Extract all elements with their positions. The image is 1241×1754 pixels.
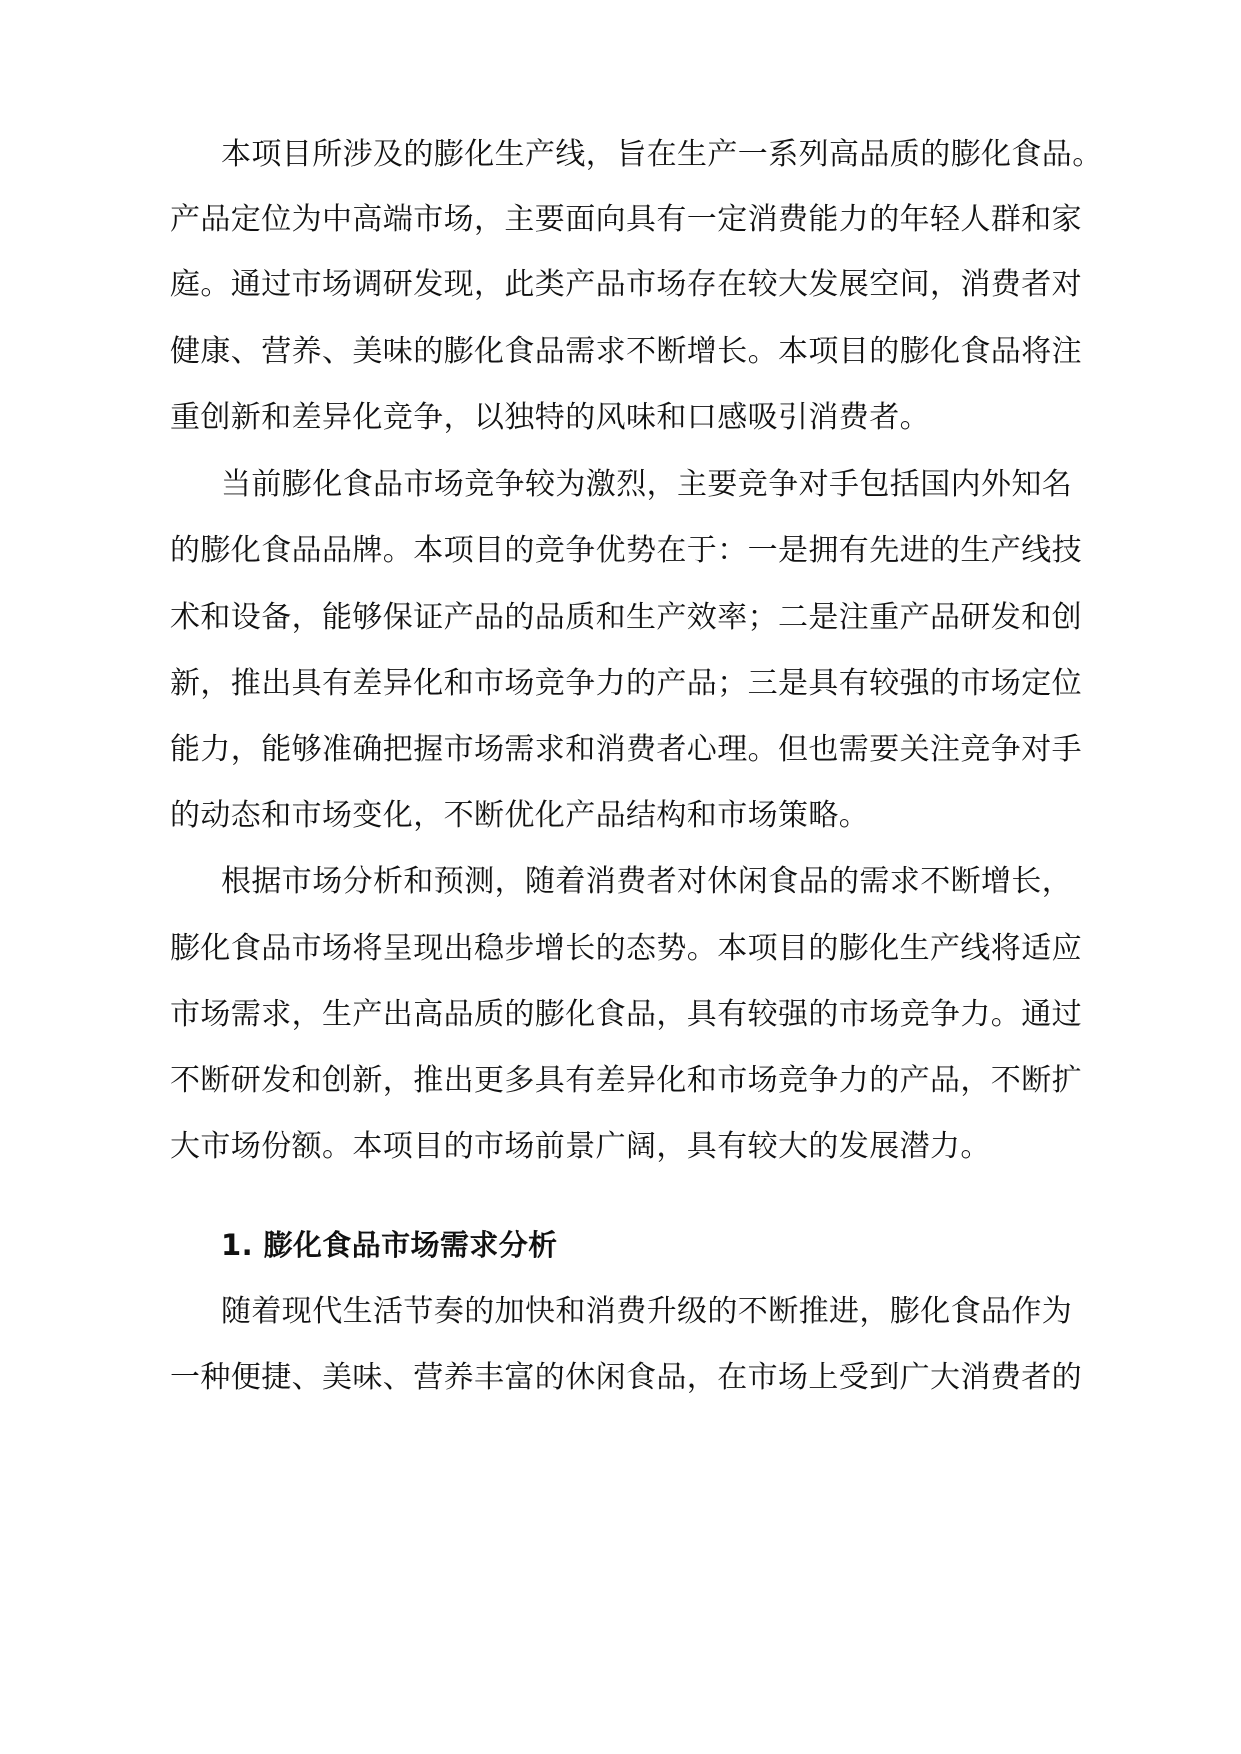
paragraph-2-line-5: 能力，能够准确把握市场需求和消费者心理。但也需要关注竞争对手 (170, 732, 1082, 767)
paragraph-1-line-2: 产品定位为中高端市场，主要面向具有一定消费能力的年轻人群和家 (170, 202, 1082, 237)
paragraph-3-line-4: 不断研发和创新，推出更多具有差异化和市场竞争力的产品，不断扩 (170, 1063, 1082, 1098)
paragraph-1-line-1: 本项目所涉及的膨化生产线，旨在生产一系列高品质的膨化食品。 (221, 137, 1103, 172)
paragraph-1-line-5: 重创新和差异化竞争，以独特的风味和口感吸引消费者。 (170, 400, 930, 435)
paragraph-2-line-6: 的动态和市场变化，不断优化产品结构和市场策略。 (170, 798, 870, 833)
paragraph-2-line-1: 当前膨化食品市场竞争较为激烈，主要竞争对手包括国内外知名 (221, 467, 1073, 502)
paragraph-1-line-4: 健康、营养、美味的膨化食品需求不断增长。本项目的膨化食品将注 (170, 334, 1082, 369)
paragraph-3-line-2: 膨化食品市场将呈现出稳步增长的态势。本项目的膨化生产线将适应 (170, 931, 1082, 966)
paragraph-4-line-1: 随着现代生活节奏的加快和消费升级的不断推进，膨化食品作为 (221, 1294, 1073, 1329)
paragraph-1-line-3: 庭。通过市场调研发现，此类产品市场存在较大发展空间，消费者对 (170, 267, 1082, 302)
paragraph-4-line-2: 一种便捷、美味、营养丰富的休闲食品，在市场上受到广大消费者的 (170, 1360, 1082, 1395)
section-heading: 1. 膨化食品市场需求分析 (221, 1228, 558, 1262)
paragraph-2-line-4: 新，推出具有差异化和市场竞争力的产品；三是具有较强的市场定位 (170, 666, 1082, 701)
paragraph-2-line-3: 术和设备，能够保证产品的品质和生产效率；二是注重产品研发和创 (170, 600, 1082, 635)
paragraph-3-line-5: 大市场份额。本项目的市场前景广阔，具有较大的发展潜力。 (170, 1129, 991, 1164)
paragraph-2-line-2: 的膨化食品品牌。本项目的竞争优势在于：一是拥有先进的生产线技 (170, 533, 1082, 568)
paragraph-3-line-3: 市场需求，生产出高品质的膨化食品，具有较强的市场竞争力。通过 (170, 997, 1082, 1032)
paragraph-3-line-1: 根据市场分析和预测，随着消费者对休闲食品的需求不断增长， (221, 864, 1073, 899)
